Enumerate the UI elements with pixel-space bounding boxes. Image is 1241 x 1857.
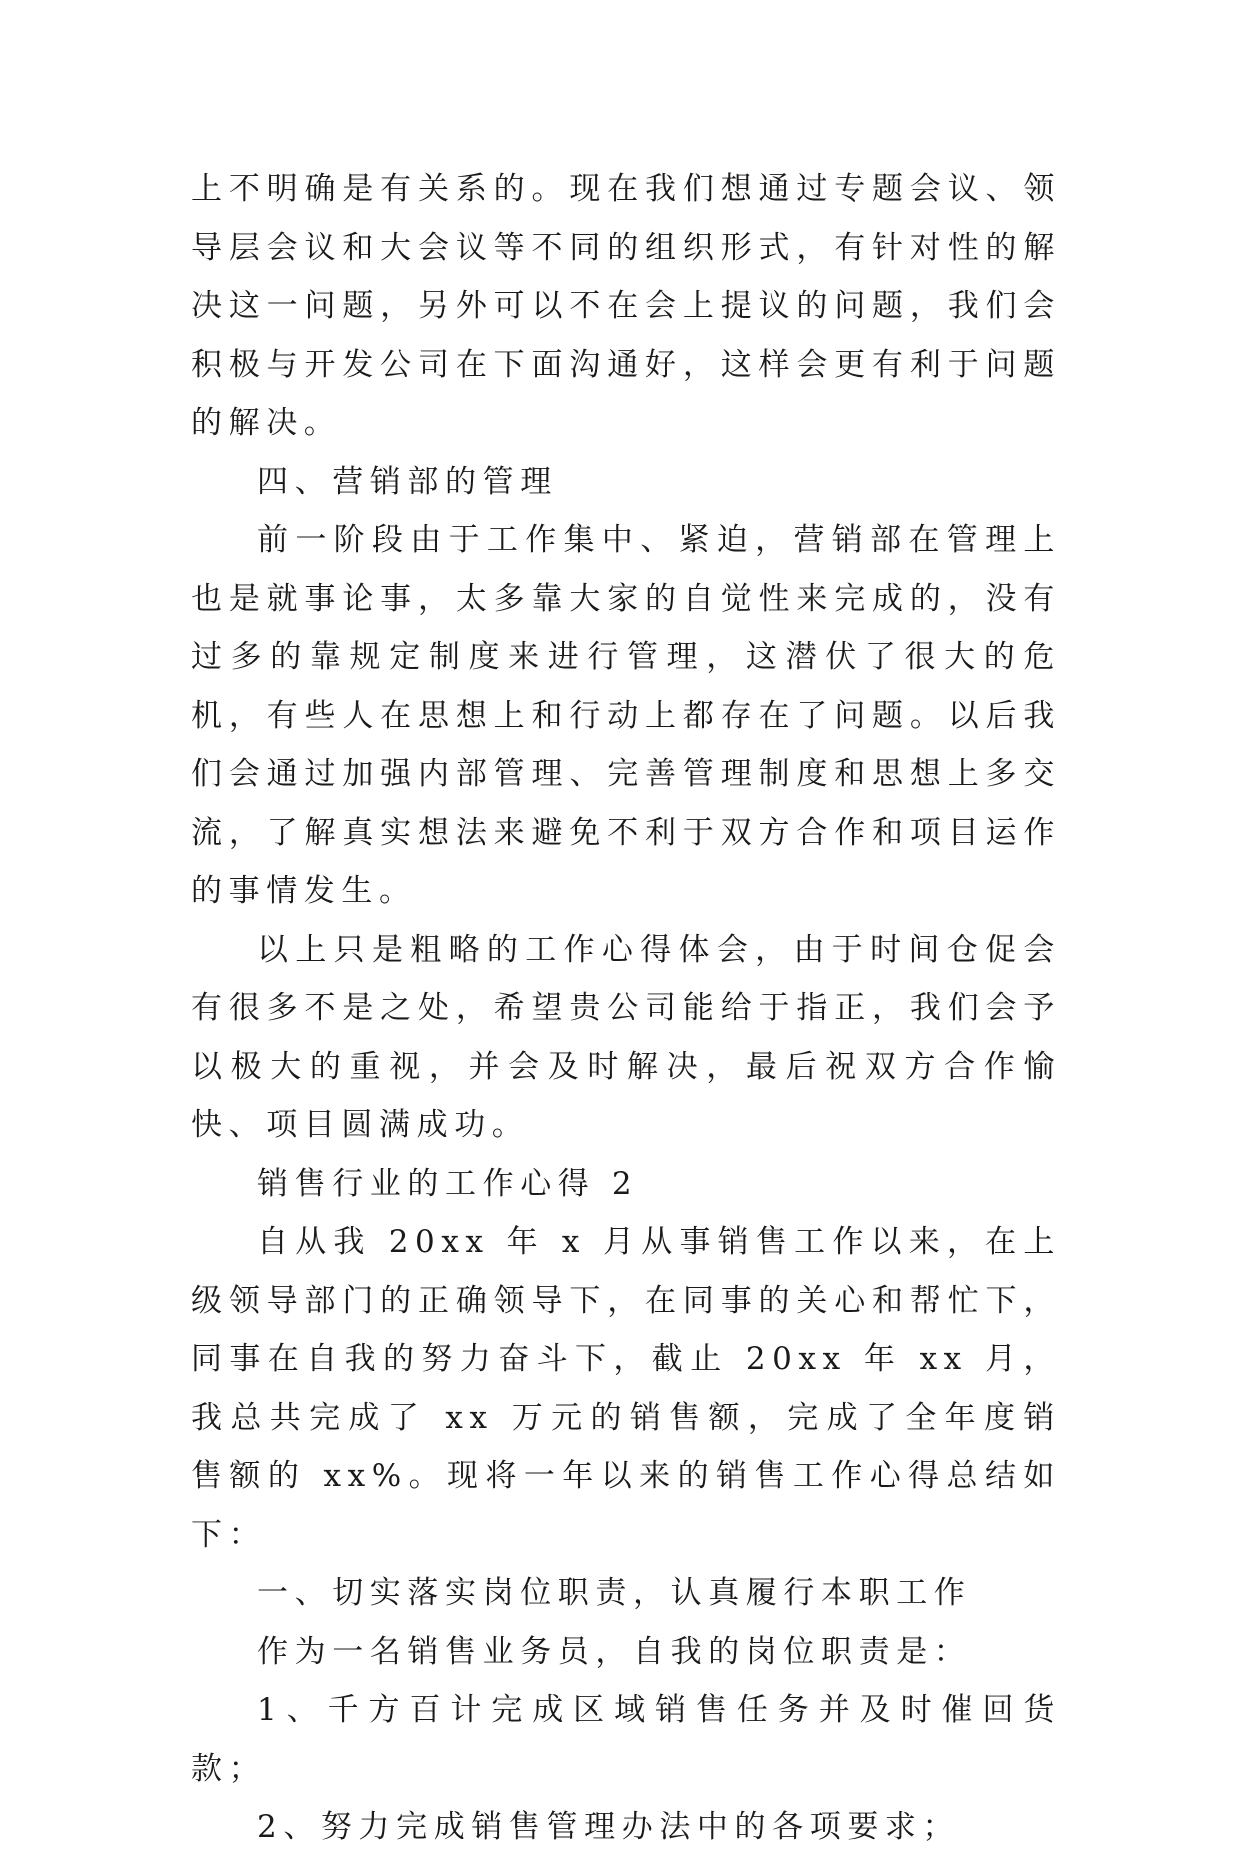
paragraph-2: 前一阶段由于工作集中、紧迫，营销部在管理上也是就事论事，太多靠大家的自觉性来完成的，没有过多的靠规定制度来进行管理，这潜伏了很大的危机，有些人在思想上和行动上都存在了问题。以后我们会通过加强内部管理、完善管理制度和思想上多交流，了解真实想法来避免不利于双方合作和项目运作的事情发生。	[191, 522, 1061, 909]
paragraph-3: 以上只是粗略的工作心得体会，由于时间仓促会有很多不是之处，希望贵公司能给于指正，我们会予以极大的重视，并会及时解决，最后祝双方合作愉快、项目圆满成功。	[191, 931, 1061, 1143]
article-title-2: 销售行业的工作心得 2	[257, 1165, 639, 1202]
paragraph-4: 自从我 20xx 年 x 月从事销售工作以来，在上级领导部门的正确领导下，在同事的关心和帮忙下，同事在自我的努力奋斗下，截止 20xx 年 xx 月，我总共完成了 xx 万元的销售额，完成了全年度销售额的 xx%。现将一年以来的销售工作心得总结如下：	[191, 1224, 1061, 1553]
list-item-2: 2、努力完成销售管理办法中的各项要求；	[257, 1809, 961, 1845]
section-heading-4: 四、营销部的管理	[257, 463, 558, 500]
document-body	[191, 160, 1061, 1857]
section-heading-1: 一、切实落实岗位职责，认真履行本职工作	[257, 1575, 972, 1611]
paragraph-5: 作为一名销售业务员，自我的岗位职责是：	[257, 1633, 972, 1670]
paragraph-1: 上不明确是有关系的。现在我们想通过专题会议、领导层会议和大会议等不同的组织形式，有针对性的解决这一问题，另外可以不在会上提议的问题，我们会积极与开发公司在下面沟通好，这样会更有利于问题的解决。	[191, 171, 1061, 441]
list-item-1: 1、千方百计完成区域销售任务并及时催回货款；	[191, 1692, 1061, 1787]
